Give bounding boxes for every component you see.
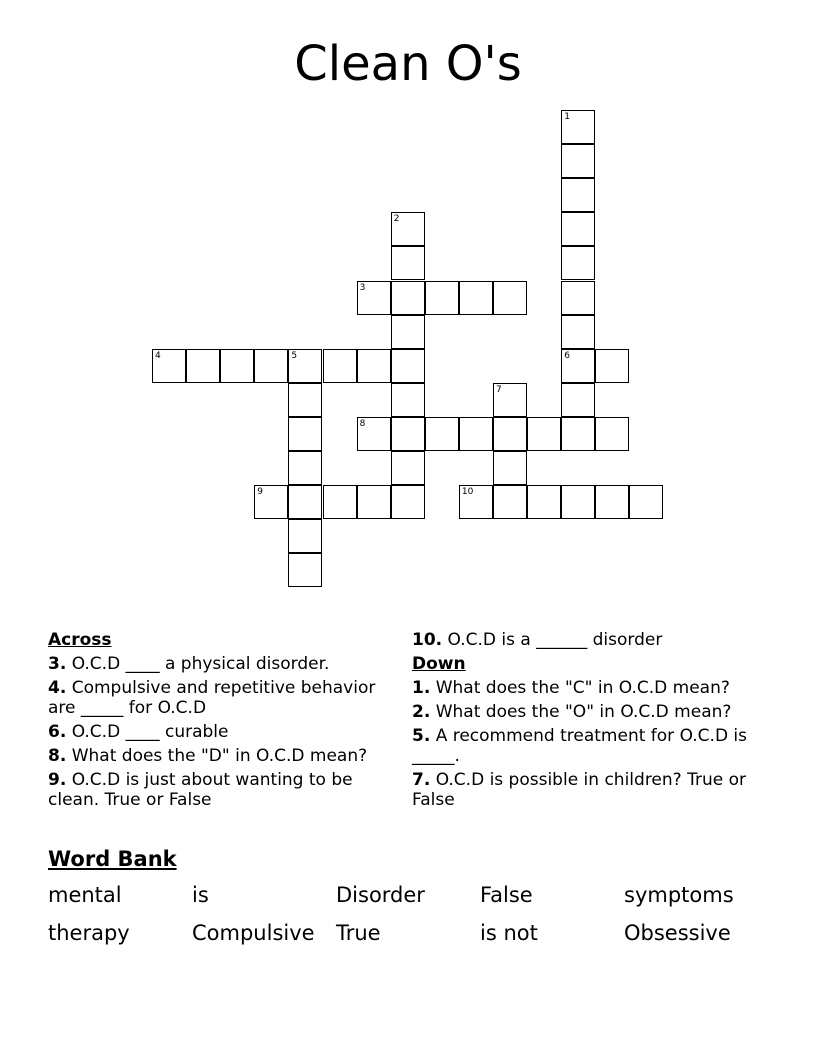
grid-cell[interactable] [527, 417, 561, 451]
clues-right-column [412, 630, 757, 814]
grid-cell[interactable] [357, 281, 391, 315]
grid-cell[interactable] [357, 349, 391, 383]
clue-number-label: 7 [496, 384, 502, 395]
grid-cell[interactable] [561, 246, 595, 280]
grid-cell[interactable] [288, 349, 322, 383]
grid-cell[interactable] [220, 349, 254, 383]
clue-number: 3. [48, 654, 67, 674]
grid-cell[interactable] [561, 110, 595, 144]
grid-cell[interactable] [357, 417, 391, 451]
clue-number-label: 8 [359, 418, 366, 429]
clue-text: O.C.D is a ______ disorder [447, 630, 663, 650]
grid-cell[interactable] [493, 485, 527, 519]
grid-cell[interactable] [254, 349, 288, 383]
clue-text: O.C.D ____ curable [71, 722, 229, 742]
grid-cell[interactable] [391, 212, 425, 246]
grid-cell[interactable] [561, 485, 595, 519]
clue-text: O.C.D ____ a physical disorder. [71, 654, 330, 674]
across-heading: Across [48, 630, 112, 650]
clue-text: What does the "O" in O.C.D mean? [435, 702, 732, 722]
word-bank-item: Compulsive [192, 921, 315, 945]
clue-number: 2. [412, 702, 431, 722]
clue-number-label: 2 [393, 214, 400, 225]
word-bank [48, 882, 768, 946]
clue-across-4 [48, 678, 393, 718]
puzzle-title: Clean O's [294, 36, 522, 92]
grid-cell[interactable] [493, 281, 527, 315]
clue-number: 7. [412, 770, 431, 790]
clue-number-label: 1 [564, 112, 570, 122]
grid-cell[interactable] [561, 383, 595, 417]
grid-cell[interactable] [323, 485, 357, 519]
clue-down-2 [412, 702, 757, 722]
grid-cell[interactable] [527, 485, 561, 519]
clue-number: 9. [48, 770, 67, 790]
clue-number-label: 10 [461, 487, 474, 498]
grid-cell[interactable] [459, 281, 493, 315]
grid-cell[interactable] [288, 519, 322, 553]
grid-cell[interactable] [357, 485, 391, 519]
grid-cell[interactable] [561, 417, 595, 451]
clue-text: What does the "C" in O.C.D mean? [435, 678, 730, 698]
grid-cell[interactable] [288, 451, 322, 485]
grid-cell[interactable] [186, 349, 220, 383]
grid-cell[interactable] [391, 417, 425, 451]
grid-cell[interactable] [323, 349, 357, 383]
grid-cell[interactable] [493, 417, 527, 451]
clue-number: 4. [48, 678, 67, 698]
clue-number: 8. [48, 746, 67, 766]
grid-cell[interactable] [254, 485, 288, 519]
grid-cell[interactable] [425, 281, 459, 315]
clue-number: 6. [48, 722, 67, 742]
word-bank-item: True [336, 921, 381, 945]
grid-cell[interactable] [595, 485, 629, 519]
grid-cell[interactable] [288, 485, 322, 519]
clue-text: Compulsive and repetitive behavior are _____ for O.C.D [48, 678, 376, 718]
grid-cell[interactable] [493, 383, 527, 417]
grid-cell[interactable] [561, 144, 595, 178]
clue-across-3 [48, 654, 393, 674]
clue-across-9 [48, 770, 393, 810]
grid-cell[interactable] [391, 281, 425, 315]
clue-number: 1. [412, 678, 431, 698]
word-bank-title: Word Bank [48, 847, 177, 871]
clue-number-label: 3 [359, 282, 366, 293]
clues-left-column [48, 630, 393, 814]
clue-number: 10. [412, 630, 443, 650]
grid-cell[interactable] [391, 485, 425, 519]
clue-across-8 [48, 746, 393, 766]
word-bank-item: symptoms [624, 883, 734, 907]
clue-text: O.C.D is just about wanting to be clean. True or False [48, 770, 353, 810]
grid-cell[interactable] [391, 315, 425, 349]
word-bank-item: Obsessive [624, 921, 731, 945]
grid-cell[interactable] [391, 383, 425, 417]
grid-cell[interactable] [595, 349, 629, 383]
grid-cell[interactable] [288, 417, 322, 451]
word-bank-item: False [480, 883, 533, 907]
grid-cell[interactable] [629, 485, 663, 519]
grid-cell[interactable] [288, 383, 322, 417]
clue-number-label: 4 [155, 350, 161, 361]
clue-across-10 [412, 630, 757, 650]
grid-cell[interactable] [561, 212, 595, 246]
down-heading: Down [412, 654, 466, 674]
grid-cell[interactable] [391, 451, 425, 485]
clue-number-label: 9 [257, 487, 264, 498]
clue-text: O.C.D is possible in children? True or False [412, 770, 746, 810]
word-bank-item: therapy [48, 921, 130, 945]
word-bank-item: Disorder [336, 883, 425, 907]
grid-cell[interactable] [391, 246, 425, 280]
word-bank-item: is not [480, 921, 538, 945]
clue-across-6 [48, 722, 393, 742]
grid-cell[interactable] [595, 417, 629, 451]
grid-cell[interactable] [425, 417, 459, 451]
grid-cell[interactable] [459, 485, 493, 519]
grid-cell[interactable] [561, 315, 595, 349]
grid-cell[interactable] [493, 451, 527, 485]
word-bank-item: is [192, 883, 209, 907]
clue-text: A recommend treatment for O.C.D is _____. [412, 726, 748, 766]
clue-text: What does the "D" in O.C.D mean? [71, 746, 368, 766]
clue-down-1 [412, 678, 757, 698]
clue-number-label: 6 [564, 350, 570, 361]
clue-number: 5. [412, 726, 431, 746]
grid-cell[interactable] [561, 281, 595, 315]
word-bank-item: mental [48, 883, 122, 907]
grid-cell[interactable] [288, 553, 322, 587]
clue-number-label: 5 [291, 350, 298, 361]
grid-cell[interactable] [391, 349, 425, 383]
grid-cell[interactable] [152, 349, 186, 383]
clue-down-7 [412, 770, 757, 810]
grid-cell[interactable] [561, 349, 595, 383]
grid-cell[interactable] [561, 178, 595, 212]
grid-cell[interactable] [459, 417, 493, 451]
clue-down-5 [412, 726, 757, 766]
